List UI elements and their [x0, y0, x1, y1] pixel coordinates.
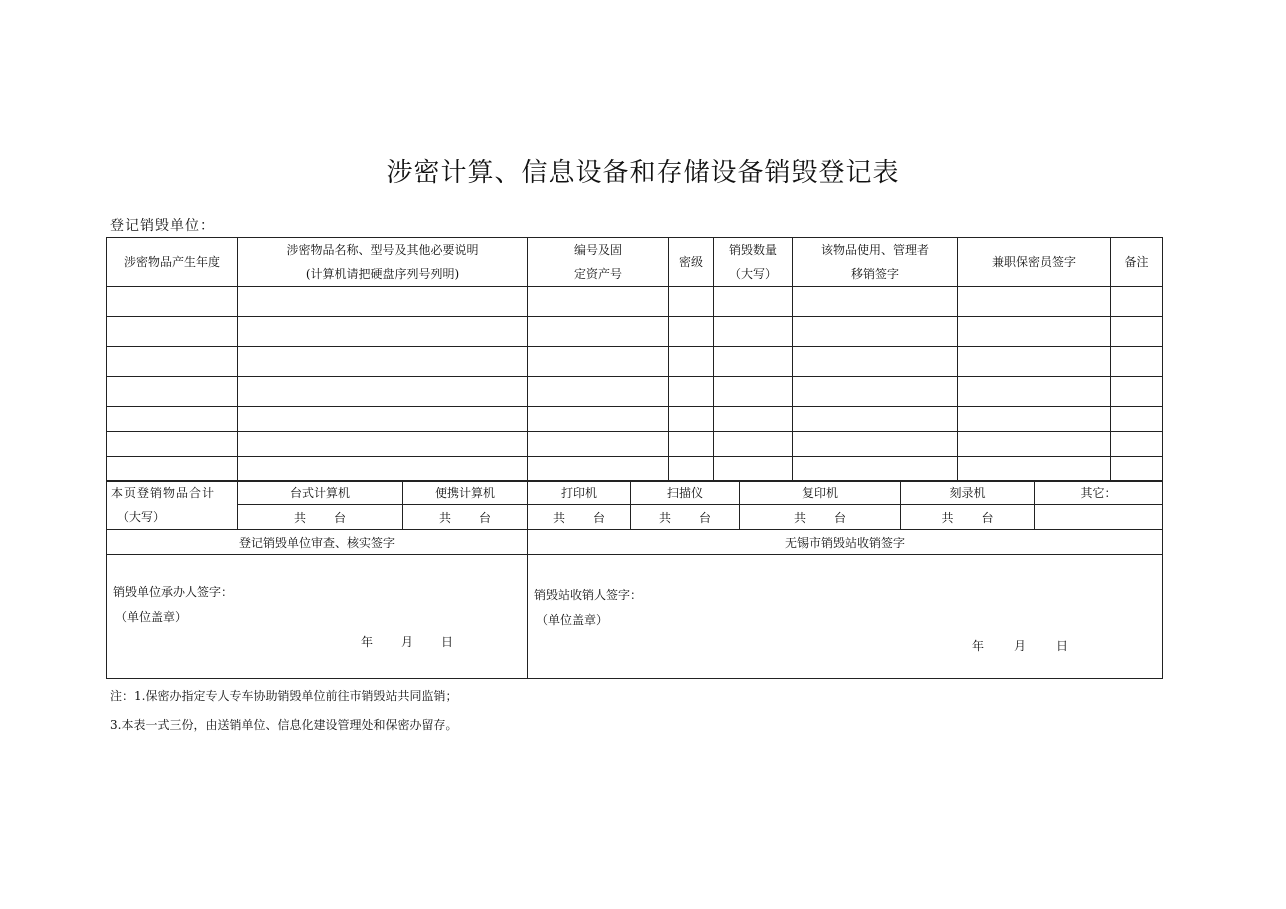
left-signature-header: 登记销毁单位审查、核实签字 — [107, 530, 528, 555]
header-quantity — [714, 238, 793, 287]
cell-level[interactable] — [669, 347, 714, 377]
cell-year[interactable] — [107, 317, 238, 347]
header-name-line2: (计算机请把硬盘序列号列明) — [305, 267, 460, 281]
signature-header-row — [107, 530, 1163, 555]
cell-user[interactable] — [793, 347, 958, 377]
summary-label-line1: 本页登销物品合计 — [107, 481, 238, 505]
header-name-line1: 涉密物品名称、型号及其他必要说明 — [286, 243, 479, 257]
cell-level[interactable] — [669, 317, 714, 347]
count-printer[interactable]: 共 台 — [528, 505, 631, 530]
cell-officer[interactable] — [958, 347, 1111, 377]
count-desktop[interactable]: 共 台 — [238, 505, 403, 530]
cell-year[interactable] — [107, 287, 238, 317]
header-user — [793, 238, 958, 287]
header-year: 涉密物品产生年度 — [107, 238, 238, 287]
cell-remark[interactable] — [1111, 317, 1163, 347]
header-quantity-line1: 销毁数量 — [728, 243, 777, 257]
cell-remark[interactable] — [1111, 457, 1163, 482]
right-date: 年 月 日 — [972, 639, 1069, 653]
unit-label: 登记销毁单位： — [110, 218, 215, 234]
cell-level[interactable] — [669, 407, 714, 432]
cell-officer[interactable] — [958, 287, 1111, 317]
note-1: 注：1.保密办指定专人专车协助销毁单位前往市销毁站共同监销； — [110, 689, 458, 703]
header-quantity-line2: （大写） — [728, 267, 777, 281]
table-row — [107, 432, 1163, 457]
cell-remark[interactable] — [1111, 377, 1163, 407]
cell-officer[interactable] — [958, 317, 1111, 347]
table-row — [107, 287, 1163, 317]
cell-code[interactable] — [528, 347, 669, 377]
count-other[interactable] — [1035, 505, 1163, 530]
header-code-line1: 编号及固 — [573, 243, 622, 257]
page-title: 涉密计算、信息设备和存储设备销毁登记表 — [386, 158, 900, 188]
count-copier[interactable]: 共 台 — [740, 505, 901, 530]
cell-name[interactable] — [238, 347, 528, 377]
cell-user[interactable] — [793, 457, 958, 482]
cell-remark[interactable] — [1111, 287, 1163, 317]
cell-name[interactable] — [238, 407, 528, 432]
cell-level[interactable] — [669, 432, 714, 457]
cell-user[interactable] — [793, 432, 958, 457]
left-signature-cell[interactable] — [107, 555, 528, 679]
cell-name[interactable] — [238, 317, 528, 347]
cell-level[interactable] — [669, 287, 714, 317]
header-officer: 兼职保密员签字 — [958, 238, 1111, 287]
summary-table — [106, 480, 1163, 530]
cell-code[interactable] — [528, 407, 669, 432]
left-stamp-label: （单位盖章） — [115, 610, 188, 624]
left-date: 年 月 日 — [361, 635, 454, 649]
cell-year[interactable] — [107, 377, 238, 407]
cell-officer[interactable] — [958, 432, 1111, 457]
cell-year[interactable] — [107, 347, 238, 377]
right-signature-cell[interactable] — [528, 555, 1163, 679]
cell-user[interactable] — [793, 287, 958, 317]
right-signature-header: 无锡市销毁站收销签字 — [528, 530, 1163, 555]
cell-remark[interactable] — [1111, 347, 1163, 377]
summary-item-desktop: 台式计算机 — [238, 481, 403, 505]
header-name — [238, 238, 528, 287]
cell-user[interactable] — [793, 317, 958, 347]
header-user-line1: 该物品使用、管理者 — [820, 243, 929, 257]
header-remark: 备注 — [1111, 238, 1163, 287]
cell-remark[interactable] — [1111, 432, 1163, 457]
cell-quantity[interactable] — [714, 347, 793, 377]
cell-code[interactable] — [528, 287, 669, 317]
cell-name[interactable] — [238, 432, 528, 457]
count-laptop[interactable]: 共 台 — [403, 505, 528, 530]
cell-code[interactable] — [528, 377, 669, 407]
header-user-line2: 移销签字 — [850, 267, 899, 281]
cell-year[interactable] — [107, 432, 238, 457]
summary-item-scanner: 扫描仪 — [631, 481, 740, 505]
summary-item-laptop: 便携计算机 — [403, 481, 528, 505]
table-row — [107, 377, 1163, 407]
cell-year[interactable] — [107, 407, 238, 432]
table-row — [107, 407, 1163, 432]
header-level: 密级 — [669, 238, 714, 287]
summary-label-line2: （大写） — [107, 505, 238, 530]
count-scanner[interactable]: 共 台 — [631, 505, 740, 530]
cell-remark[interactable] — [1111, 407, 1163, 432]
cell-quantity[interactable] — [714, 432, 793, 457]
table-row — [107, 347, 1163, 377]
cell-user[interactable] — [793, 377, 958, 407]
cell-level[interactable] — [669, 377, 714, 407]
cell-officer[interactable] — [958, 407, 1111, 432]
cell-officer[interactable] — [958, 377, 1111, 407]
signature-row — [107, 555, 1163, 679]
cell-name[interactable] — [238, 287, 528, 317]
count-burner[interactable]: 共 台 — [901, 505, 1035, 530]
cell-name[interactable] — [238, 377, 528, 407]
cell-code[interactable] — [528, 432, 669, 457]
left-signer-label: 销毁单位承办人签字： — [113, 585, 234, 599]
cell-quantity[interactable] — [714, 457, 793, 482]
cell-quantity[interactable] — [714, 377, 793, 407]
summary-item-burner: 刻录机 — [901, 481, 1035, 505]
cell-user[interactable] — [793, 407, 958, 432]
cell-quantity[interactable] — [714, 317, 793, 347]
header-code — [528, 238, 669, 287]
summary-item-copier: 复印机 — [740, 481, 901, 505]
table-row — [107, 317, 1163, 347]
note-3: 3.本表一式三份，由送销单位、信息化建设管理处和保密办留存。 — [110, 718, 458, 732]
cell-code[interactable] — [528, 457, 669, 482]
cell-quantity[interactable] — [714, 407, 793, 432]
cell-year[interactable] — [107, 457, 238, 482]
signature-table — [106, 529, 1163, 679]
register-table — [106, 237, 1163, 482]
right-signer-label: 销毁站收销人签字： — [534, 588, 643, 602]
header-code-line2: 定资产号 — [573, 267, 622, 281]
summary-count-row — [107, 505, 1163, 530]
cell-officer[interactable] — [958, 457, 1111, 482]
cell-level[interactable] — [669, 457, 714, 482]
summary-label-row — [107, 481, 1163, 505]
header-row — [107, 238, 1163, 287]
cell-name[interactable] — [238, 457, 528, 482]
right-stamp-label: （单位盖章） — [536, 613, 609, 627]
cell-code[interactable] — [528, 317, 669, 347]
table-row — [107, 457, 1163, 482]
summary-item-printer: 打印机 — [528, 481, 631, 505]
summary-item-other: 其它： — [1035, 481, 1163, 505]
cell-quantity[interactable] — [714, 287, 793, 317]
